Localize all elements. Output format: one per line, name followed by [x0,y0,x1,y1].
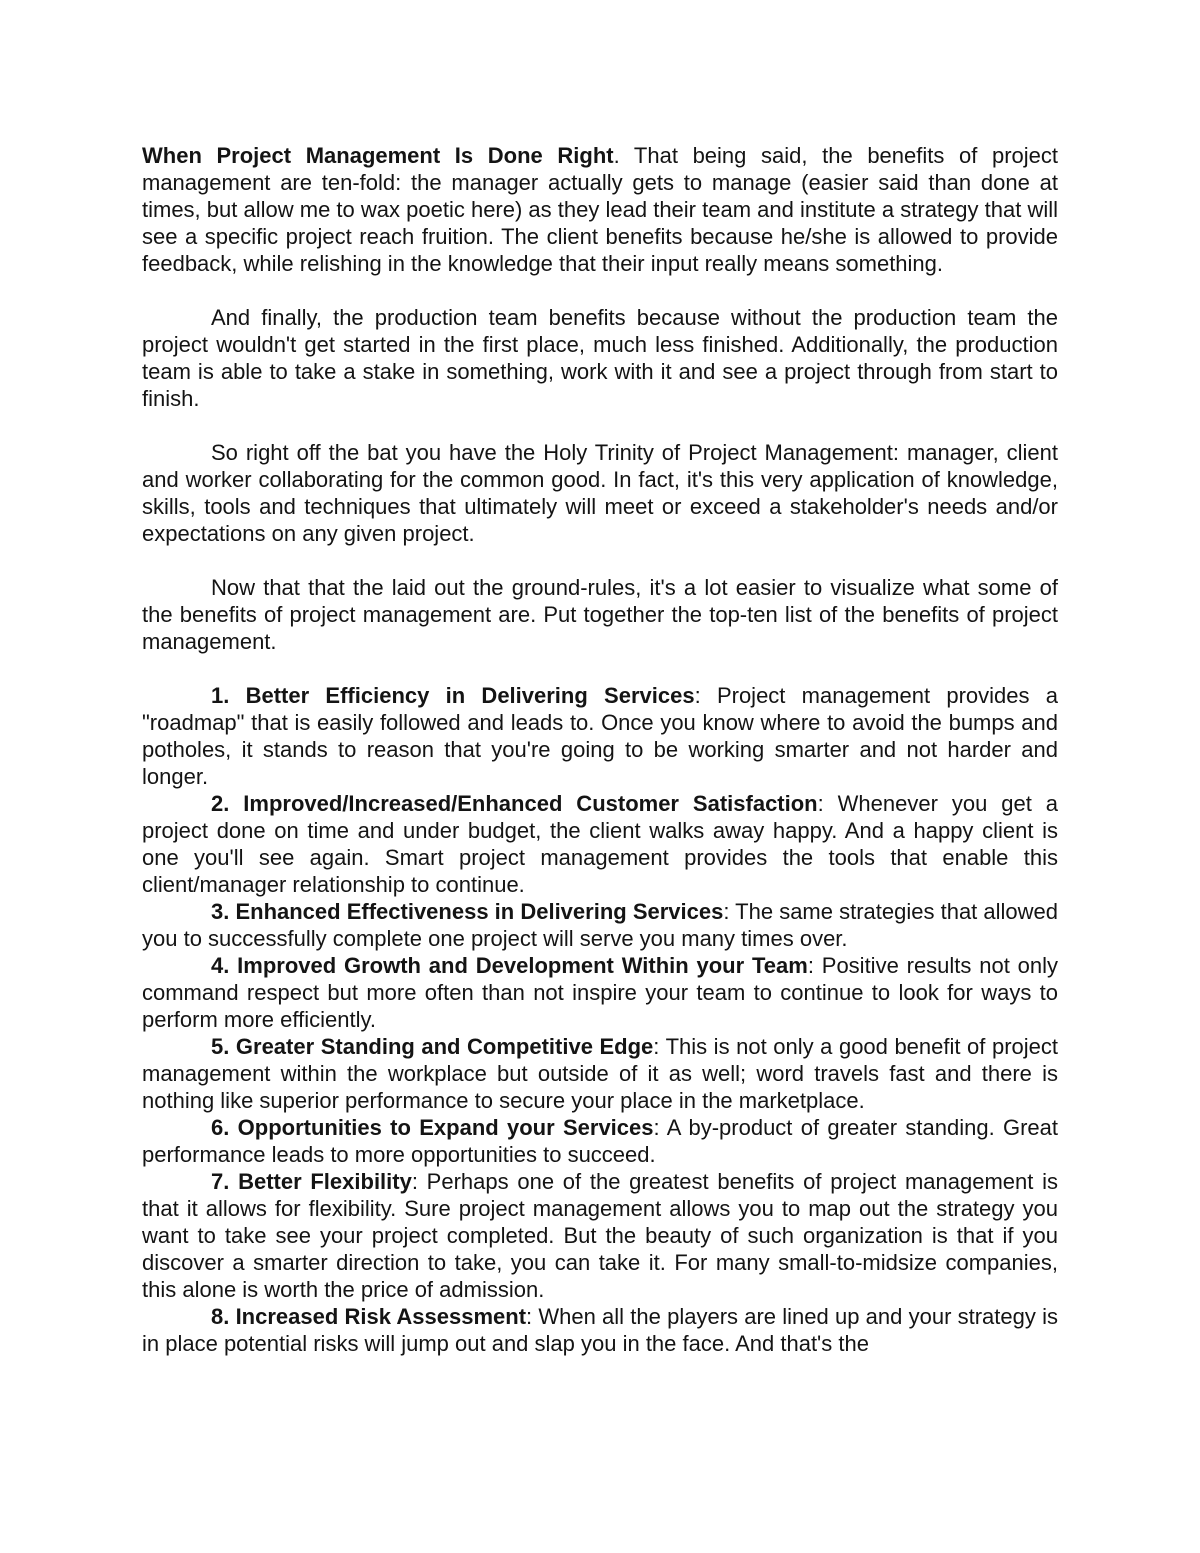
benefit-text: : Project management provides a "roadmap" that is easily followed and leads to. Once you know where to avoid the bumps and potholes, it stands to reason that you're going to be working smarter and not harder and longer. [142,683,1058,789]
benefit-text: : Positive results not only command respect but more often than not inspire your team to continue to look for ways to perform more efficiently. [142,953,1058,1032]
benefit-title: 7. Better Flexibility [211,1169,412,1194]
benefit-text: : A by-product of greater standing. Great performance leads to more opportunities to succeed. [142,1115,1059,1167]
benefit-title: 5. Greater Standing and Competitive Edge [211,1034,654,1059]
benefit-item-7 [142,1168,1058,1303]
benefit-title: 6. Opportunities to Expand your Services [211,1115,654,1140]
benefit-title: 3. Enhanced Effectiveness in Delivering Services [211,899,724,924]
benefit-text: : This is not only a good benefit of project management within the workplace but outside of it as well; word travels fast and there is nothing like superior performance to secure your place in the marketplace. [142,1034,1058,1113]
benefit-item-3 [142,898,1058,952]
paragraph-production-team: And finally, the production team benefits because without the production team the project wouldn't get started in the first place, much less finished. Additionally, the production team is able to take a stake in something, work with it and see a project through from start to finish. [142,305,1058,411]
benefit-title: 4. Improved Growth and Development Within your Team [211,953,808,978]
benefit-item-6 [142,1114,1058,1168]
benefit-text: : Whenever you get a project done on time and under budget, the client walks away happy. And a happy client is one you'll see again. Smart project management provides the tools that enable this client/manager relationship to continue. [142,791,1059,897]
benefit-item-1 [142,682,1058,790]
benefit-item-8 [142,1303,1058,1357]
benefit-text: : Perhaps one of the greatest benefits of project management is that it allows for flexibility. Sure project management allows you to map out the strategy you want to take see your project completed. But the beauty of such organization is that if you discover a smarter direction to take, you can take it. For many small-to-midsize companies, this alone is worth the price of admission. [142,1169,1058,1302]
intro-paragraph [142,142,1058,277]
benefit-item-5 [142,1033,1058,1114]
benefit-title: 1. Better Efficiency in Delivering Services [211,683,695,708]
benefit-item-2 [142,790,1058,898]
paragraph-ground-rules: Now that that the laid out the ground-rules, it's a lot easier to visualize what some of the benefits of project management are. Put together the top-ten list of the benefits of project management. [142,575,1058,654]
benefit-title: 2. Improved/Increased/Enhanced Customer Satisfaction [211,791,818,816]
benefit-text: : When all the players are lined up and your strategy is in place potential risks will jump out and slap you in the face. And that's the [142,1304,1058,1356]
document-page [142,142,1058,1357]
intro-heading: When Project Management Is Done Right [142,143,614,168]
intro-text: . That being said, the benefits of project management are ten-fold: the manager actually gets to manage (easier said than done at times, but allow me to wax poetic here) as they lead their team and institute a strategy that will see a specific project reach fruition. The client benefits because he/she is allowed to provide feedback, while relishing in the knowledge that their input really means something. [142,143,1058,276]
paragraph-holy-trinity: So right off the bat you have the Holy Trinity of Project Management: manager, client and worker collaborating for the common good. In fact, it's this very application of knowledge, skills, tools and techniques that ultimately will meet or exceed a stakeholder's needs and/or expectations on any given project. [142,440,1058,546]
benefit-text: : The same strategies that allowed you to successfully complete one project will serve you many times over. [142,899,1059,951]
benefit-item-4 [142,952,1058,1033]
benefit-title: 8. Increased Risk Assessment [211,1304,527,1329]
